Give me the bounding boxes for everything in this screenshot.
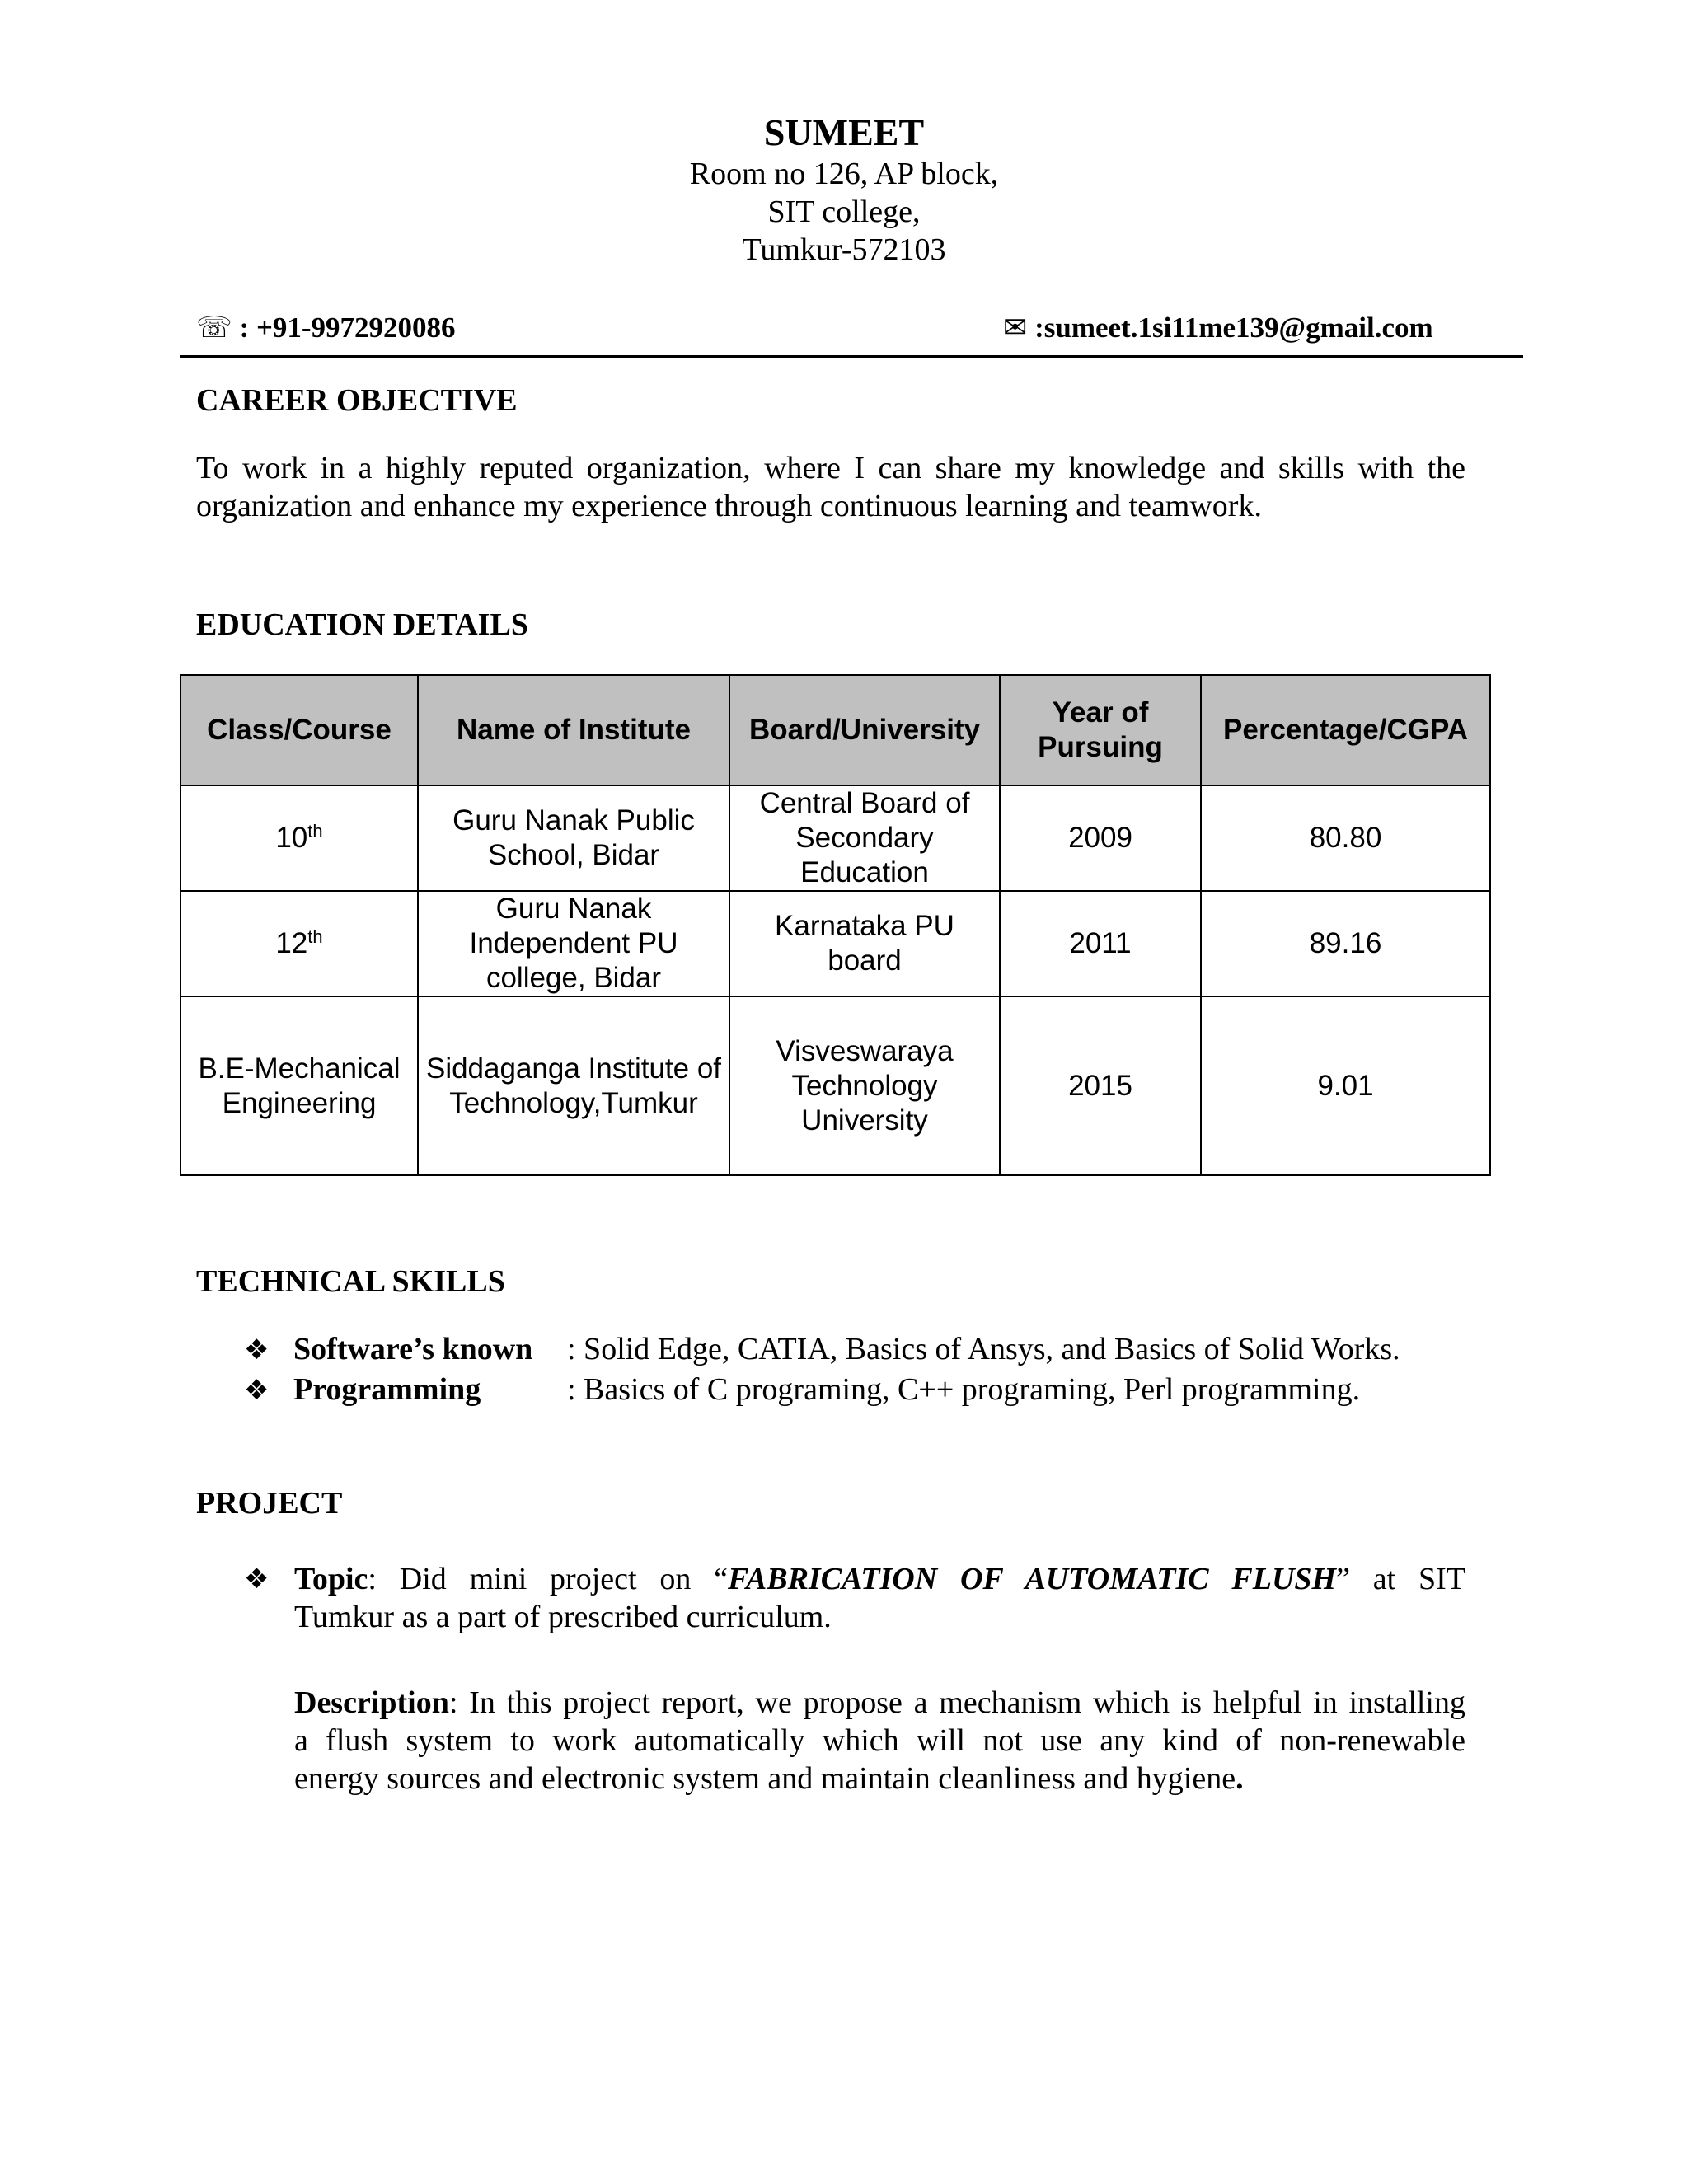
header-board: Board/University bbox=[729, 675, 1000, 785]
cell-year: 2009 bbox=[1000, 785, 1201, 891]
description-label: Description bbox=[294, 1685, 449, 1720]
description-line-3 bbox=[294, 1760, 1465, 1797]
envelope-icon: ✉ bbox=[1003, 312, 1028, 344]
cell-score: 9.01 bbox=[1201, 996, 1490, 1175]
course-text: 10 bbox=[275, 822, 308, 854]
cell-year: 2011 bbox=[1000, 891, 1201, 996]
table-header-row bbox=[181, 675, 1490, 785]
topic-post: ” at SIT bbox=[1336, 1562, 1465, 1596]
skill-item bbox=[244, 1330, 1400, 1369]
address-line-3: Tumkur-572103 bbox=[742, 232, 946, 267]
project-heading: PROJECT bbox=[196, 1486, 343, 1521]
table-row bbox=[181, 785, 1490, 891]
cell-course bbox=[181, 891, 418, 996]
diamond-bullet-icon: ❖ bbox=[244, 1333, 270, 1366]
cell-score: 80.80 bbox=[1201, 785, 1490, 891]
email-contact bbox=[1003, 310, 1433, 346]
description-text-3: energy sources and electronic system and maintain cleanliness and hygiene bbox=[294, 1761, 1236, 1796]
skill-value: : Solid Edge, CATIA, Basics of Ansys, and Basics of Solid Works. bbox=[567, 1332, 1400, 1366]
course-suffix: th bbox=[307, 926, 323, 947]
topic-pre: : Did mini project on “ bbox=[368, 1562, 729, 1596]
topic-label: Topic bbox=[294, 1562, 368, 1596]
career-objective-line-1: To work in a highly reputed organization, where I can share my knowledge and skills with the bbox=[196, 451, 1465, 485]
cell-institute: Guru Nanak Independent PU college, Bidar bbox=[418, 891, 729, 996]
skill-label: Programming bbox=[293, 1372, 481, 1407]
project-topic bbox=[294, 1560, 1465, 1636]
career-objective-text bbox=[196, 449, 1465, 525]
topic-title: FABRICATION OF AUTOMATIC FLUSH bbox=[728, 1562, 1337, 1596]
diamond-bullet-icon: ❖ bbox=[244, 1374, 270, 1407]
address-line-1: Room no 126, AP block, bbox=[689, 157, 999, 191]
header-class-course: Class/Course bbox=[181, 675, 418, 785]
candidate-name: SUMEET bbox=[763, 111, 925, 153]
address-line-2: SIT college, bbox=[767, 194, 921, 229]
header-score: Percentage/CGPA bbox=[1201, 675, 1490, 785]
description-end: . bbox=[1236, 1761, 1244, 1796]
skill-label: Software’s known bbox=[293, 1332, 533, 1366]
technical-skills-heading: TECHNICAL SKILLS bbox=[196, 1264, 505, 1299]
skill-item bbox=[244, 1371, 1360, 1409]
course-suffix: th bbox=[307, 821, 323, 841]
description-line-1 bbox=[294, 1684, 1465, 1722]
phone-contact bbox=[196, 310, 456, 346]
project-description bbox=[294, 1684, 1465, 1797]
cell-score: 89.16 bbox=[1201, 891, 1490, 996]
project-topic-line-1 bbox=[294, 1560, 1465, 1598]
email-address[interactable]: sumeet.1si11me139@gmail.com bbox=[1043, 312, 1433, 344]
career-objective-heading: CAREER OBJECTIVE bbox=[196, 383, 518, 418]
career-objective-line-2: organization and enhance my experience through continuous learning and teamwork. bbox=[196, 489, 1262, 523]
education-heading: EDUCATION DETAILS bbox=[196, 607, 528, 642]
cell-year: 2015 bbox=[1000, 996, 1201, 1175]
course-text: 12 bbox=[275, 927, 308, 959]
header-year: Year of Pursuing bbox=[1000, 675, 1201, 785]
education-table bbox=[180, 674, 1491, 1176]
header-institute: Name of Institute bbox=[418, 675, 729, 785]
cell-institute: Siddaganga Institute of Technology,Tumkur bbox=[418, 996, 729, 1175]
cell-institute: Guru Nanak Public School, Bidar bbox=[418, 785, 729, 891]
phone-number: +91-9972920086 bbox=[256, 312, 456, 344]
cell-course bbox=[181, 996, 418, 1175]
cell-board: Central Board of Secondary Education bbox=[729, 785, 1000, 891]
phone-prefix: : bbox=[232, 312, 256, 344]
phone-icon: ☏ bbox=[196, 312, 232, 344]
table-row bbox=[181, 891, 1490, 996]
project-topic-line-2: Tumkur as a part of prescribed curriculum. bbox=[294, 1600, 832, 1634]
header-divider bbox=[180, 355, 1523, 358]
cell-board: Karnataka PU board bbox=[729, 891, 1000, 996]
course-text: B.E-Mechanical Engineering bbox=[198, 1052, 401, 1119]
description-text-1: : In this project report, we propose a mechanism which is helpful in installing bbox=[448, 1685, 1465, 1720]
skill-value: : Basics of C programing, C++ programing, Perl programming. bbox=[567, 1372, 1361, 1407]
cell-course bbox=[181, 785, 418, 891]
email-prefix: : bbox=[1027, 312, 1044, 344]
cell-board: Visveswaraya Technology University bbox=[729, 996, 1000, 1175]
description-line-2: a flush system to work automatically which will not use any kind of non-renewable bbox=[294, 1723, 1465, 1758]
table-row bbox=[181, 996, 1490, 1175]
diamond-bullet-icon: ❖ bbox=[244, 1563, 270, 1596]
